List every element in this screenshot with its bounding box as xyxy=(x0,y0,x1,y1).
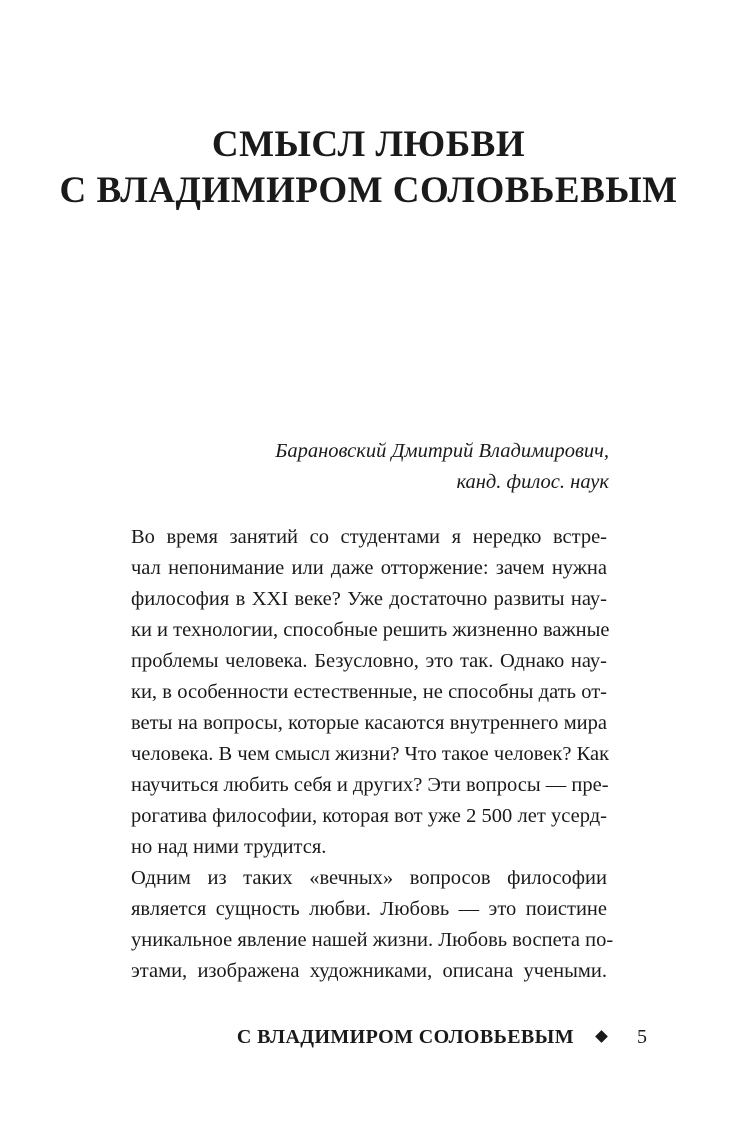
text-line: этами, изображена художниками, описана учеными. xyxy=(131,960,607,982)
text-line: философия в XXI веке? Уже достаточно развиты нау- xyxy=(131,588,607,610)
text-line: чал непонимание или даже отторжение: зачем нужна xyxy=(131,557,607,579)
text-line: Во время занятий со студентами я нередко встре- xyxy=(131,526,607,548)
author-attribution xyxy=(275,436,609,498)
author-name: Барановский Дмитрий Владимирович, xyxy=(275,440,609,462)
diamond-icon xyxy=(595,1030,608,1043)
text-line: рогатива философии, которая вот уже 2 500 лет усерд- xyxy=(131,805,607,827)
text-line: проблемы человека. Безусловно, это так. Однако нау- xyxy=(131,650,607,672)
chapter-title xyxy=(0,122,737,214)
page-footer xyxy=(0,1026,737,1054)
text-line: ки и технологии, способные решить жизненно важные xyxy=(131,619,610,641)
paragraph-1 xyxy=(131,522,610,863)
text-line: является сущность любви. Любовь — это поистине xyxy=(131,898,607,920)
text-line: ки, в особенности естественные, не способны дать от- xyxy=(131,681,607,703)
chapter-title-line: С ВЛАДИМИРОМ СОЛОВЬЕВЫМ xyxy=(59,170,678,211)
text-line: научиться любить себя и других? Эти вопросы — пре- xyxy=(131,774,609,796)
author-degree: канд. филос. наук xyxy=(456,471,609,493)
page-number: 5 xyxy=(637,1026,647,1048)
paragraph-2 xyxy=(131,863,614,987)
text-line: но над ними трудится. xyxy=(131,836,327,858)
text-line: веты на вопросы, которые касаются внутреннего мира xyxy=(131,712,607,734)
text-line: Одним из таких «вечных» вопросов философии xyxy=(131,867,607,889)
text-line: человека. В чем смысл жизни? Что такое человек? Как xyxy=(131,743,610,765)
body-text xyxy=(131,522,614,987)
running-head: С ВЛАДИМИРОМ СОЛОВЬЕВЫМ xyxy=(236,1026,574,1048)
chapter-title-line: СМЫСЛ ЛЮБВИ xyxy=(211,124,526,165)
text-line: уникальное явление нашей жизни. Любовь воспета по- xyxy=(131,929,614,951)
